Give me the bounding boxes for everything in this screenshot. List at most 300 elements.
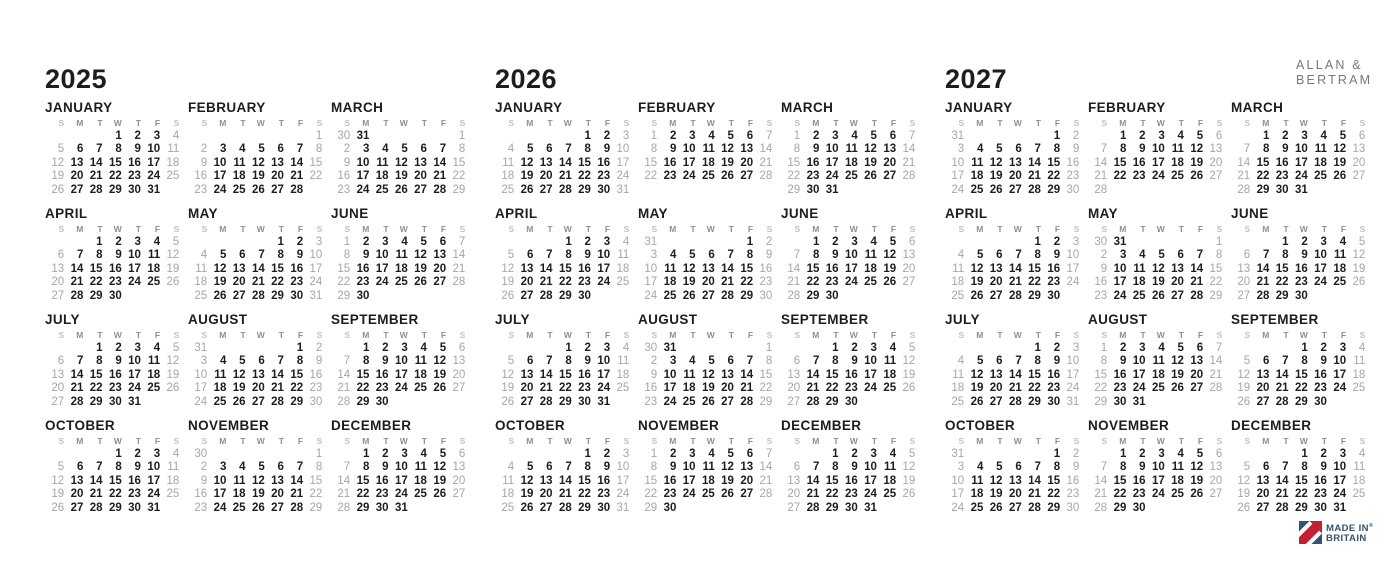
date-cell: 24 [1333,382,1347,395]
date-cell: 23 [806,170,820,183]
weekday-header-cell: F [747,436,754,446]
date-cell: 26 [251,501,265,514]
date-cell: 10 [682,461,696,474]
week-row [945,236,1088,249]
week-row [495,382,638,395]
date-cell: 23 [597,170,611,183]
date-cell: 20 [1008,488,1022,501]
date-cell: 24 [309,276,323,289]
week-row [188,355,331,368]
weekday-header-cell: W [1299,436,1308,446]
date-cell: 9 [1301,249,1308,262]
month-september [331,312,474,418]
date-cell: 13 [787,368,801,381]
date-cell: 4 [976,461,984,474]
month-title: AUGUST [638,312,698,327]
date-cell: 27 [251,395,265,408]
weekday-header-cell: T [833,436,839,446]
date-cell: 29 [290,395,304,408]
week-row [188,502,331,515]
week-row [1231,488,1374,501]
week-row [45,290,188,303]
date-cell: 7 [1215,342,1223,354]
date-cell: 3 [603,236,611,248]
date-cell: 25 [501,183,515,196]
date-cell: 8 [812,249,820,262]
week-row [945,143,1088,156]
date-cell: 3 [153,448,161,460]
date-cell: 30 [825,289,839,302]
weekday-header-cell: T [728,436,734,446]
date-cell: 10 [375,249,389,262]
weekday-header-cell: M [1262,118,1270,128]
week-row [331,236,474,249]
date-cell: 6 [1215,448,1223,460]
date-cell: 12 [394,156,408,169]
weekday-header-cell: S [623,118,630,128]
weekday-header-row [945,330,1088,342]
date-cell: 25 [414,382,427,395]
date-cell: 9 [584,249,591,262]
date-cell: 22 [1209,276,1223,289]
date-cell: 8 [1282,249,1289,262]
date-cell: 29 [1275,289,1289,302]
date-cell: 8 [1119,143,1127,156]
date-cell: 4 [153,236,161,248]
date-cell: 22 [825,488,839,501]
week-row [638,475,781,488]
weekday-header-cell: F [1340,436,1347,446]
date-cell: 8 [832,461,839,474]
month-may [638,206,781,312]
weekday-header-cell: M [812,330,820,340]
date-cell: 19 [51,488,65,501]
weekday-header-cell: T [997,224,1003,234]
date-cell: 24 [663,395,677,408]
week-row [495,276,638,289]
date-cell: 1 [362,342,370,354]
month-title: JANUARY [495,100,563,115]
month-november [638,418,781,524]
date-cell: 14 [806,474,820,487]
weekday-header-cell: T [1321,330,1327,340]
date-cell: 17 [616,156,630,169]
week-row [188,249,331,262]
date-cell: 18 [970,488,984,501]
date-cell: 16 [1113,368,1127,381]
date-cell: 10 [1294,143,1308,156]
date-cell: 3 [957,461,965,474]
week-row [1088,236,1231,249]
date-cell: 6 [1243,249,1251,262]
date-cell: 26 [1237,395,1251,408]
date-cell: 12 [501,368,515,381]
weekday-header-cell: T [690,436,696,446]
date-cell: 14 [1028,474,1041,487]
week-row [495,448,638,461]
week-row [331,396,474,409]
weekday-header-cell: T [1035,330,1041,340]
date-cell: 23 [1066,488,1080,501]
date-cell: 2 [851,342,858,354]
date-cell: 2 [1072,448,1080,460]
date-cell: 1 [812,236,820,248]
date-cell: 2 [1119,342,1127,354]
date-cell: 12 [989,156,1003,169]
date-cell: 27 [740,488,754,501]
date-cell: 17 [128,368,141,381]
week-row [1088,130,1231,143]
weekday-header-cell: F [1340,224,1347,234]
date-cell: 10 [194,368,208,381]
date-cell: 8 [1053,461,1061,474]
date-cell: 23 [1047,382,1061,395]
date-cell: 3 [622,130,630,142]
date-cell: 9 [1139,461,1146,474]
date-cell: 15 [558,262,572,275]
date-cell: 31 [1333,501,1347,514]
date-cell: 30 [1275,183,1289,196]
week-row [1231,396,1374,409]
date-cell: 14 [1237,156,1251,169]
date-cell: 18 [375,170,389,183]
date-cell: 29 [787,183,801,196]
weekday-header-cell: W [563,224,572,234]
weekday-header-cell: M [526,118,534,128]
weekday-header-row [495,330,638,342]
date-cell: 19 [232,382,246,395]
date-cell: 15 [578,156,591,169]
date-cell: 7 [1196,249,1204,262]
date-cell: 19 [251,170,265,183]
date-cell: 18 [1352,368,1366,381]
date-cell: 4 [976,143,984,156]
date-cell: 12 [682,262,696,275]
date-cell: 27 [70,183,84,196]
weekday-header-cell: W [849,118,858,128]
month-january [45,100,188,206]
date-cell: 16 [194,488,208,501]
weekday-header-cell: T [871,224,877,234]
date-cell: 8 [650,143,658,156]
date-cell: 13 [452,355,466,368]
date-cell: 6 [1196,342,1204,354]
date-cell: 22 [1028,276,1041,289]
date-cell: 1 [765,342,773,354]
date-cell: 31 [1132,395,1146,408]
week-row [495,488,638,501]
date-cell: 20 [70,488,84,501]
date-cell: 20 [740,474,754,487]
date-cell: 3 [1158,130,1165,142]
date-cell: 12 [251,474,265,487]
date-cell: 16 [375,368,389,381]
date-cell: 29 [1047,183,1061,196]
date-cell: 28 [1008,289,1022,302]
date-cell: 8 [296,355,304,368]
week-row [331,342,474,355]
date-cell: 12 [1237,368,1251,381]
date-cell: 14 [337,474,351,487]
date-cell: 6 [727,355,734,368]
date-cell: 18 [701,156,715,169]
date-cell: 8 [765,355,773,368]
date-cell: 9 [851,461,858,474]
weekday-header-cell: S [201,118,208,128]
week-row [188,130,331,143]
weekday-header-cell: S [316,330,323,340]
week-row [781,355,924,368]
date-cell: 24 [597,276,611,289]
weekday-header-cell: F [747,330,754,340]
date-cell: 29 [1094,395,1108,408]
week-row [781,130,924,143]
month-june [1231,206,1374,312]
date-cell: 30 [356,289,370,302]
date-cell: 11 [147,355,161,368]
week-row [1088,448,1231,461]
weekday-header-cell: S [173,118,180,128]
month-april [45,206,188,312]
date-cell: 12 [989,474,1003,487]
date-cell: 9 [765,249,773,262]
date-cell: 15 [452,156,466,169]
date-cell: 1 [1282,236,1289,248]
date-cell: 8 [115,143,122,156]
date-cell: 7 [746,355,754,368]
months-grid [495,100,931,524]
weekday-header-cell: W [113,224,122,234]
weekday-header-row [331,118,474,130]
date-cell: 16 [1132,156,1146,169]
date-cell: 13 [1209,143,1223,156]
weekday-header-cell: T [278,118,284,128]
date-cell: 8 [565,249,572,262]
week-row [188,369,331,382]
date-cell: 21 [1008,276,1022,289]
date-cell: 27 [539,183,553,196]
month-december [781,418,924,524]
date-cell: 4 [219,355,227,368]
date-cell: 28 [1275,395,1289,408]
week-row [1088,157,1231,170]
date-cell: 25 [394,276,408,289]
date-cell: 11 [952,262,965,275]
week-row [945,382,1088,395]
date-cell: 12 [701,368,715,381]
date-cell: 6 [1215,130,1223,142]
date-cell: 31 [597,395,611,408]
date-cell: 2 [1053,342,1061,354]
date-cell: 22 [309,170,323,183]
date-cell: 29 [452,183,466,196]
date-cell: 23 [1094,289,1108,302]
date-cell: 20 [1209,156,1223,169]
date-cell: 24 [128,382,141,395]
weekday-header-cell: S [344,330,351,340]
date-cell: 18 [213,382,227,395]
month-september [781,312,924,418]
date-cell: 11 [214,368,227,381]
date-cell: 15 [1028,262,1041,275]
date-cell: 11 [395,249,408,262]
date-cell: 3 [401,342,408,354]
weekday-header-cell: F [604,330,611,340]
weekday-header-cell: M [219,118,227,128]
weekday-header-cell: W [1013,436,1022,446]
date-cell: 25 [1333,276,1347,289]
date-cell: 10 [356,156,370,169]
date-cell: 7 [343,355,351,368]
date-cell: 18 [883,474,897,487]
weekday-header-cell: M [1262,224,1270,234]
date-cell: 6 [76,143,84,156]
date-cell: 26 [166,382,180,395]
date-cell: 23 [844,382,858,395]
weekday-header-cell: W [256,118,265,128]
date-cell: 14 [787,262,801,275]
date-cell: 28 [1190,289,1204,302]
weekday-header-cell: W [1156,118,1165,128]
date-cell: 22 [1047,488,1061,501]
week-row [1231,236,1374,249]
date-cell: 15 [644,474,658,487]
date-cell: 11 [1152,355,1165,368]
date-cell: 11 [1353,355,1366,368]
date-cell: 31 [616,183,630,196]
weekday-header-cell: T [421,436,427,446]
date-cell: 29 [356,395,370,408]
weekday-header-cell: T [1283,118,1289,128]
date-cell: 28 [433,183,447,196]
date-cell: 17 [616,474,630,487]
date-cell: 19 [1237,382,1251,395]
date-cell: 18 [1333,262,1347,275]
date-cell: 15 [1113,156,1127,169]
weekday-header-cell: W [563,436,572,446]
date-cell: 6 [793,355,801,368]
week-row [1231,369,1374,382]
month-february [1088,100,1231,206]
date-cell: 12 [251,156,265,169]
weekday-header-cell: S [508,224,515,234]
weekday-header-cell: F [1054,436,1061,446]
date-cell: 16 [337,170,351,183]
date-cell: 18 [147,262,161,275]
week-row [638,502,781,515]
date-cell: 28 [1028,501,1041,514]
date-cell: 23 [194,501,208,514]
date-cell: 18 [414,368,427,381]
weekday-header-cell: T [278,436,284,446]
date-cell: 23 [337,183,351,196]
weekday-header-cell: S [459,118,466,128]
date-cell: 11 [502,156,515,169]
publisher-line2: BERTRAM [1296,73,1373,87]
weekday-header-cell: W [706,330,715,340]
date-cell: 28 [337,501,351,514]
date-cell: 22 [89,382,103,395]
week-row [331,369,474,382]
month-title: DECEMBER [1231,418,1312,433]
date-cell: 21 [539,276,553,289]
date-cell: 17 [213,170,227,183]
date-cell: 26 [501,395,515,408]
weekday-header-cell: S [794,118,801,128]
date-cell: 26 [864,170,877,183]
date-cell: 29 [1294,501,1308,514]
date-cell: 16 [194,170,208,183]
weekday-header-cell: T [97,330,103,340]
date-cell: 24 [644,289,658,302]
week-row [1231,355,1374,368]
weekday-header-row [45,224,188,236]
date-cell: 25 [232,183,246,196]
date-cell: 8 [650,461,658,474]
date-cell: 29 [89,395,103,408]
date-cell: 13 [232,262,246,275]
weekday-header-cell: S [909,330,916,340]
date-cell: 16 [1275,156,1289,169]
date-cell: 2 [851,448,858,460]
weekday-header-row [188,330,331,342]
date-cell: 18 [1171,474,1184,487]
weekday-header-cell: M [76,118,84,128]
weekday-header-cell: S [1216,224,1223,234]
date-cell: 6 [76,461,84,474]
date-cell: 1 [584,448,591,460]
date-cell: 30 [1094,236,1108,248]
date-cell: 20 [902,262,916,275]
week-row [1088,263,1231,276]
date-cell: 25 [1171,170,1184,183]
month-title: AUGUST [1088,312,1148,327]
date-cell: 19 [520,488,534,501]
weekday-header-cell: S [766,118,773,128]
weekday-header-cell: T [383,436,389,446]
weekday-header-cell: T [690,330,696,340]
date-cell: 28 [337,395,351,408]
date-cell: 21 [70,382,84,395]
date-cell: 18 [951,276,965,289]
weekday-header-cell: F [604,436,611,446]
date-cell: 19 [1190,156,1204,169]
weekday-header-cell: S [1216,330,1223,340]
date-cell: 5 [1158,249,1165,262]
date-cell: 13 [433,249,447,262]
week-row [638,236,781,249]
date-cell: 24 [1314,276,1327,289]
week-row [1231,461,1374,474]
date-cell: 5 [727,448,734,460]
date-cell: 30 [1047,289,1061,302]
date-cell: 9 [1320,461,1327,474]
date-cell: 17 [844,262,858,275]
weekday-header-cell: S [909,436,916,446]
date-cell: 23 [290,276,304,289]
month-november [1088,418,1231,524]
date-cell: 18 [501,488,515,501]
weekday-header-cell: M [1119,118,1127,128]
date-cell: 11 [617,249,630,262]
date-cell: 15 [271,262,284,275]
week-row [1088,249,1231,262]
date-cell: 9 [669,461,677,474]
weekday-header-cell: S [58,330,65,340]
date-cell: 13 [1209,461,1223,474]
date-cell: 30 [663,501,677,514]
date-cell: 8 [1053,143,1061,156]
